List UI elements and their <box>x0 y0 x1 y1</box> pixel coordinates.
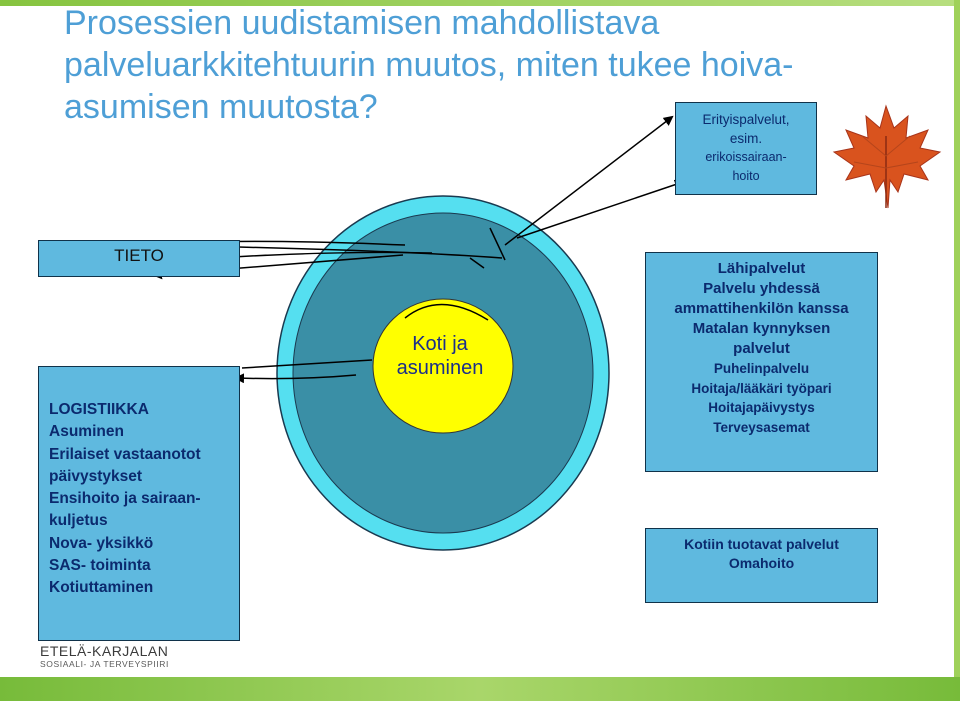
arrow-to-erityis-2 <box>517 182 683 238</box>
logistiikka-item: Kotiuttaminen <box>49 579 154 597</box>
erityis-line: Erityispalvelut, <box>702 112 790 127</box>
kotiin-line: Omahoito <box>728 555 795 571</box>
lahi-line: Hoitaja/lääkäri työpari <box>691 380 832 396</box>
logistiikka-item: päivystykset <box>49 467 143 485</box>
logistiikka-item: Asuminen <box>49 423 124 441</box>
logo-name: ETELÄ-KARJALAN <box>40 643 169 659</box>
lahi-line: Matalan kynnyksen <box>692 320 831 337</box>
lahi-line: Palvelu yhdessä <box>703 280 820 297</box>
lahi-line: ammattihenkilön kanssa <box>674 300 849 317</box>
logistiikka-item: Ensihoito ja sairaan- <box>49 490 201 508</box>
tieto-box: TIETO <box>38 240 240 277</box>
logo-subtitle: SOSIAALI- JA TERVEYSPIIRI <box>40 659 170 669</box>
core-label-line1: Koti ja <box>412 333 468 355</box>
lahi-line: Hoitajapäivystys <box>708 400 815 415</box>
lahi-line: Terveysasemat <box>713 419 810 435</box>
logo <box>40 644 240 678</box>
logistiikka-item: kuljetus <box>49 512 108 530</box>
erityis-line: erikoissairaan- <box>705 150 787 164</box>
logistiikka-item: Nova- yksikkö <box>49 534 154 552</box>
logistiikka-item: SAS- toiminta <box>49 557 151 575</box>
core-label-line2: asuminen <box>396 357 484 379</box>
lahi-line: palvelut <box>733 340 790 357</box>
logistiikka-item: LOGISTIIKKA <box>49 401 149 418</box>
lahi-line: Puhelinpalvelu <box>713 361 810 376</box>
kotiin-tuotavat-box <box>645 528 878 603</box>
lahi-line: Lähipalvelut <box>717 260 806 277</box>
lahipalvelut-box <box>645 252 878 472</box>
maple-leaf-icon <box>828 96 948 211</box>
arrow-to-erityis <box>505 117 672 245</box>
slide-title: Prosessien uudistamisen mahdollistava palveluarkkitehtuurin muutos, miten tukee hoiva-asumisen muutosta? <box>64 4 794 126</box>
logistiikka-item: Erilaiset vastaanotot <box>49 445 201 463</box>
kotiin-line: Kotiin tuotavat palvelut <box>684 536 839 552</box>
erityis-line: hoito <box>732 168 760 183</box>
core-label <box>375 332 505 380</box>
erityis-line: esim. <box>729 130 763 146</box>
erityispalvelut-box <box>675 102 817 195</box>
logistiikka-box <box>38 366 240 641</box>
